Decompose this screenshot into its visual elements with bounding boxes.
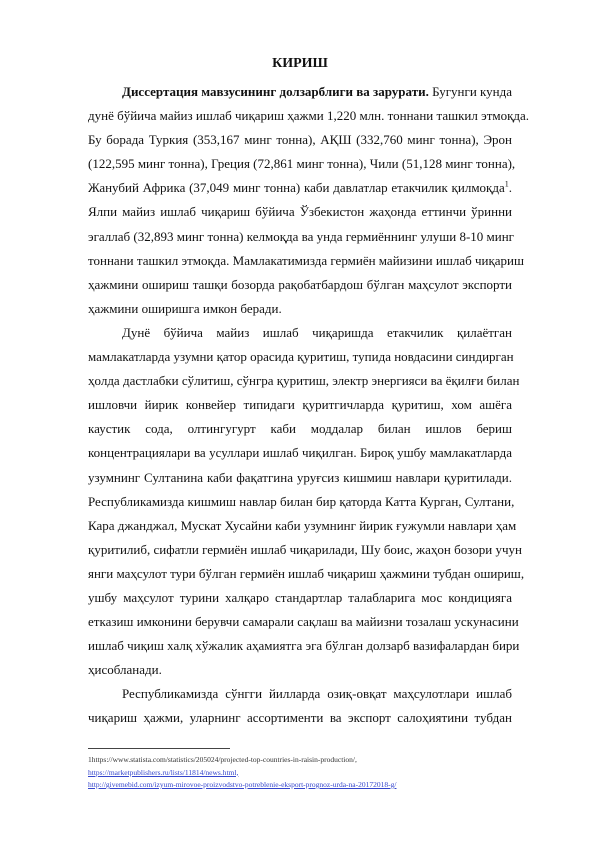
text-line: ҳолда дастлабки сўлитиш, сўнгра қуритиш, электр энергияси ва ёқилғи билан xyxy=(88,373,520,389)
text-line: каустик сода, олтингугурт каби моддалар билан ишлов бериш xyxy=(88,421,512,437)
text-line: ушбу маҳсулот турини халқаро стандартлар талабларига мос кондицияга xyxy=(88,589,512,605)
footnote-1: 1https://www.statista.com/statistics/205024/projected-top-countries-in-raisin-production/, xyxy=(88,755,357,764)
footnote-reference[interactable]: 1 xyxy=(504,180,509,190)
text-line: Кара джанджал, Мускат Хусайни каби узумнинг йирик ғужумли навлари ҳам xyxy=(88,517,517,533)
text-line: Жанубий Африка (37,049 минг тонна) каби давлатлар етакчилик қилмоқда$^1$. xyxy=(88,180,512,196)
footnotes xyxy=(88,754,396,792)
text-line: Ялпи майиз ишлаб чиқариш бўйича Ўзбекистон жаҳонда еттинчи ўринни xyxy=(88,204,512,220)
text-line: узумнинг Султанина каби фақатгина уруғсиз кишмиш навлари қуритилади. xyxy=(88,469,512,485)
text-line: ишловчи йирик конвейер типидаги қуритгичларда қуритиш, хом ашёга xyxy=(88,397,512,413)
text-line: ҳажмини оширишга имкон беради. xyxy=(88,300,282,316)
text-line: Бу борада Туркия (353,167 минг тонна), АҚШ (332,760 минг тонна), Эрон xyxy=(88,132,512,148)
text-line: Диссертация мавзусининг долзарблиги ва зарурати. Бугунги кунда xyxy=(122,84,513,99)
text-line: мамлакатларда узумни қатор орасида қуритиш, тупида новдасини синдирган xyxy=(88,349,514,365)
text-line: тоннани ташкил этмоқда. Мамлакатимизда гермиён майизини ишлаб чиқариш xyxy=(88,252,525,268)
document-body xyxy=(88,80,530,731)
text-line: ишлаб чиқиш халқ хўжалик аҳамиятга эга бўлган долзарб вазифалардан бири xyxy=(88,638,520,654)
text-line: чиқариш ҳажми, уларнинг ассортименти ва экспорт салоҳиятини тубдан xyxy=(88,710,512,726)
text-line: Республикамизда сўнгги йилларда озиқ-овқат маҳсулотлари ишлаб xyxy=(122,686,512,702)
footnote-separator xyxy=(88,748,230,749)
text-line: дунё бўйича майиз ишлаб чиқариш ҳажми 1,220 млн. тоннани ташкил этмоқда. xyxy=(88,108,530,124)
text-line: Дунё бўйича майиз ишлаб чиқаришда етакчилик қилаётган xyxy=(122,324,512,340)
text-line: қуритилиб, сифатли гермиён ишлаб чиқарилади, Шу боис, жаҳон бозори учун xyxy=(88,541,522,557)
footnote-link-2[interactable]: https://marketpublishers.ru/lists/11814/news.html, xyxy=(88,767,239,777)
section-title: КИРИШ xyxy=(272,56,328,71)
text-line: ҳажмини ошириш ташқи бозорда рақобатбардош бўлган маҳсулот экспорти xyxy=(88,276,512,292)
text-line: янги маҳсулот тури бўлган гермиён ишлаб чиқариш ҳажмини тубдан ошириш, xyxy=(88,565,525,581)
text-line: Республикамизда кишмиш навлар билан бир қаторда Катта Курган, Султани, xyxy=(88,493,515,509)
footnote-link-3[interactable]: http://givemebid.com/izyum-mirovoe-proizvodstvo-potreblenie-eksport-prognoz-urda-na-20172018-g/ xyxy=(88,780,397,789)
lead-heading: Диссертация мавзусининг долзарблиги ва зарурати. xyxy=(122,84,429,99)
text-line: ҳисобланади. xyxy=(88,662,162,678)
text-line: (122,595 минг тонна), Греция (72,861 минг тонна), Чили (51,128 минг тонна), xyxy=(88,156,516,172)
text-line: концентрациялари ва усуллари ишлаб чиқилган. Бироқ ушбу мамлакатларда xyxy=(88,445,512,461)
text-line: етказиш имконини берувчи самарали сақлаш ва майизни тозалаш ускунасини xyxy=(88,614,519,630)
text-line: эгаллаб (32,893 минг тонна) келмоқда ва унда гермиённинг улуши 8-10 минг xyxy=(88,228,515,244)
